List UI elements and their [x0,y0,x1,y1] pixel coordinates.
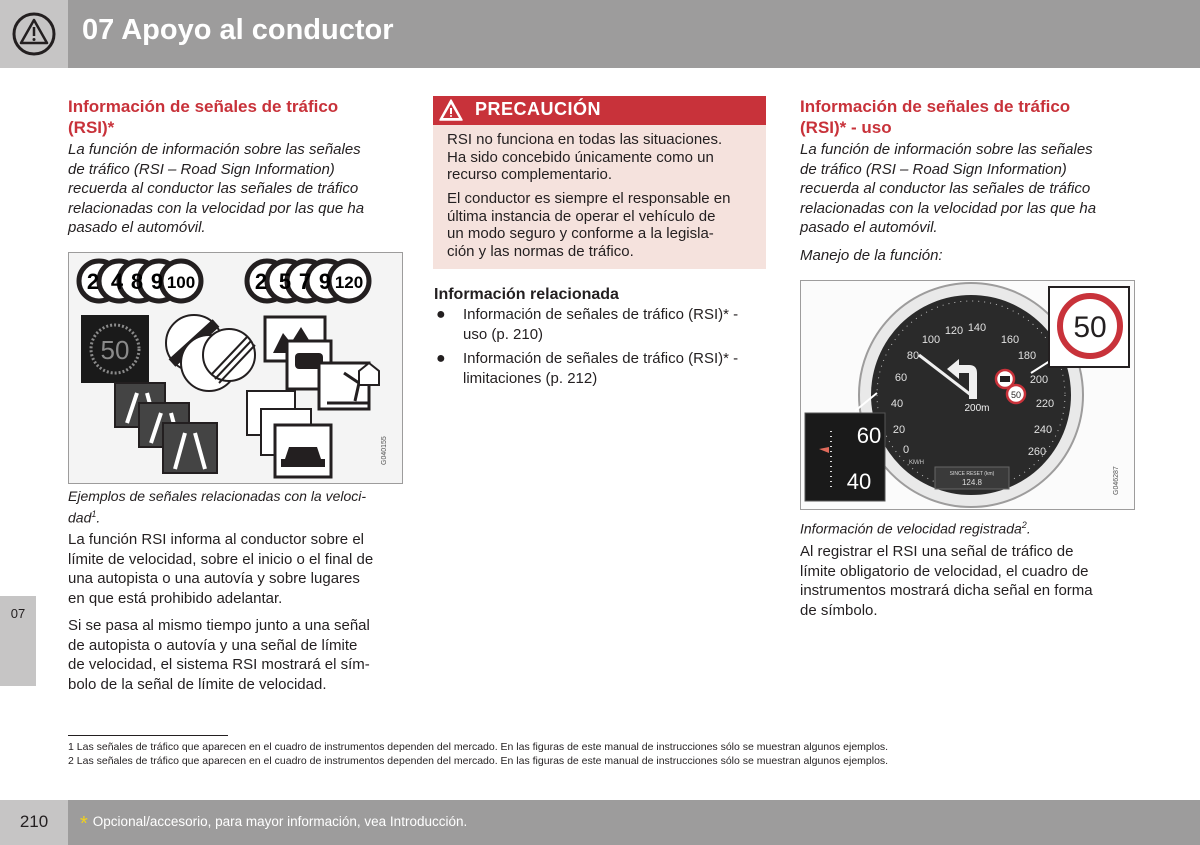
figure-code-2: G046287 [1113,466,1120,495]
zoom-40: 40 [846,469,872,494]
caution-paragraph-1: RSI no funciona en todas las situaciones. Ha sido concebido únicamente como un recurso complementario. [447,131,723,183]
sign-b-2: 5 [278,269,292,294]
bullet-icon: ● [436,350,446,367]
traffic-signs-illustration [69,253,402,483]
sign-a-4: 9 [150,269,164,294]
tick-20: 20 [892,424,906,436]
caution-title: PRECAUCIÓN [475,99,602,119]
footnote-rule [68,735,228,736]
right-paragraph: Al registrar el RSI una señal de tráfico de límite obligatorio de velocidad, el cuadro de instrumentos mostrará dicha señal en forma de símbolo. [800,543,1093,619]
big-50-sign: 50 [1073,311,1107,344]
instrument-cluster-illustration [801,281,1134,509]
odometer-value: 124.8 [961,478,983,487]
related-link-2[interactable]: ● Información de señales de tráfico (RSI)* - limitaciones (p. 212) [436,350,739,387]
tick-220: 220 [1035,398,1055,410]
zoom-60: 60 [856,423,882,448]
right-manejo-label: Manejo de la función: [800,247,943,264]
right-heading: Información de señales de tráfico (RSI)* - uso [800,97,1071,137]
sign-b-4: 9 [318,269,332,294]
tick-180: 180 [1017,350,1037,362]
left-paragraph-2: Si se pasa al mismo tiempo junto a una señal de autopista o autovía y una señal de límite de velocidad, el sistema RSI mostrará el sím- bolo de la señal de límite de velocidad. [68,617,370,693]
sign-a-5: 100 [166,273,196,292]
page-number: 210 [19,812,49,831]
left-paragraph-1: La función RSI informa al conductor sobre el límite de velocidad, sobre el inicio o el final de una autopista o una autovía y sobre lugares en que está prohibido adelantar. [68,531,374,607]
tick-60: 60 [894,372,908,384]
footnote-2: 2 Las señales de tráfico que aparecen en el cuadro de instrumentos dependen del mercado. En las figuras de este manual de instrucciones sólo se muestran algunos ejemplos. [68,755,889,767]
header-icon-box [0,0,68,68]
bullet-icon: ● [436,306,446,323]
tick-160: 160 [1000,334,1020,346]
left-heading: Información de señales de tráfico (RSI)* [68,97,339,137]
sign-a-2: 4 [110,269,124,294]
tick-200: 200 [1029,374,1049,386]
warning-triangle-icon [0,0,68,68]
tick-40: 40 [890,398,904,410]
lit-50-sign: 50 [100,335,130,365]
left-figure-caption: Ejemplos de señales relacionadas con la veloci- dad$^1$. [68,488,367,526]
caution-warning-icon [438,98,464,123]
figure-code: G040155 [381,436,388,465]
caution-paragraph-2: El conductor es siempre el responsable en última instancia de operar el vehículo de un modo seguro y conforme a la legisla- ción y las normas de tráfico. [447,190,731,260]
side-tab-label: 07 [10,606,26,621]
kmh-label: KM/H [909,460,924,466]
tick-120: 120 [944,325,964,337]
tick-260: 260 [1027,446,1047,458]
related-heading: Información relacionada [434,286,619,303]
speed-display-figure [800,280,1135,510]
sign-b-3: 7 [298,269,312,294]
tick-240: 240 [1033,424,1053,436]
since-reset-label: SINCE RESET (km) [949,471,995,477]
left-intro: La función de información sobre las señales de tráfico (RSI – Road Sign Information) recuerda al conductor las señales de tráfico relacionadas con la velocidad por las que ha pasado el automóvil. [68,141,365,236]
small-50-sign: 50 [1010,390,1022,400]
chapter-side-tab [0,596,36,686]
right-figure-caption: Información de velocidad registrada$^2$. [800,520,1031,537]
footer-note: * Opcional/accesorio, para mayor información, vea Introducción. [80,813,468,835]
footnote-1: 1 Las señales de tráfico que aparecen en el cuadro de instrumentos dependen del mercado. En las figuras de este manual de instrucciones sólo se muestran algunos ejemplos. [68,741,889,753]
sign-b-1: 2 [254,269,268,294]
tick-100: 100 [921,334,941,346]
sign-b-5: 120 [334,273,364,292]
asterisk-icon: * [80,813,88,835]
related-link-1[interactable]: ● Información de señales de tráfico (RSI)* - uso (p. 210) [436,306,739,343]
sign-a-1: 2 [86,269,100,294]
tick-140: 140 [967,322,987,334]
tick-0: 0 [902,444,910,456]
sign-a-3: 8 [130,269,144,294]
distance-label: 200m [964,403,990,414]
traffic-signs-figure [68,252,403,484]
tick-80: 80 [906,350,920,362]
right-intro: La función de información sobre las señales de tráfico (RSI – Road Sign Information) recuerda al conductor las señales de tráfico relacionadas con la velocidad por las que ha pasado el automóvil. [800,141,1097,236]
related-list [434,305,764,393]
chapter-title: 07 Apoyo al conductor [82,14,394,46]
